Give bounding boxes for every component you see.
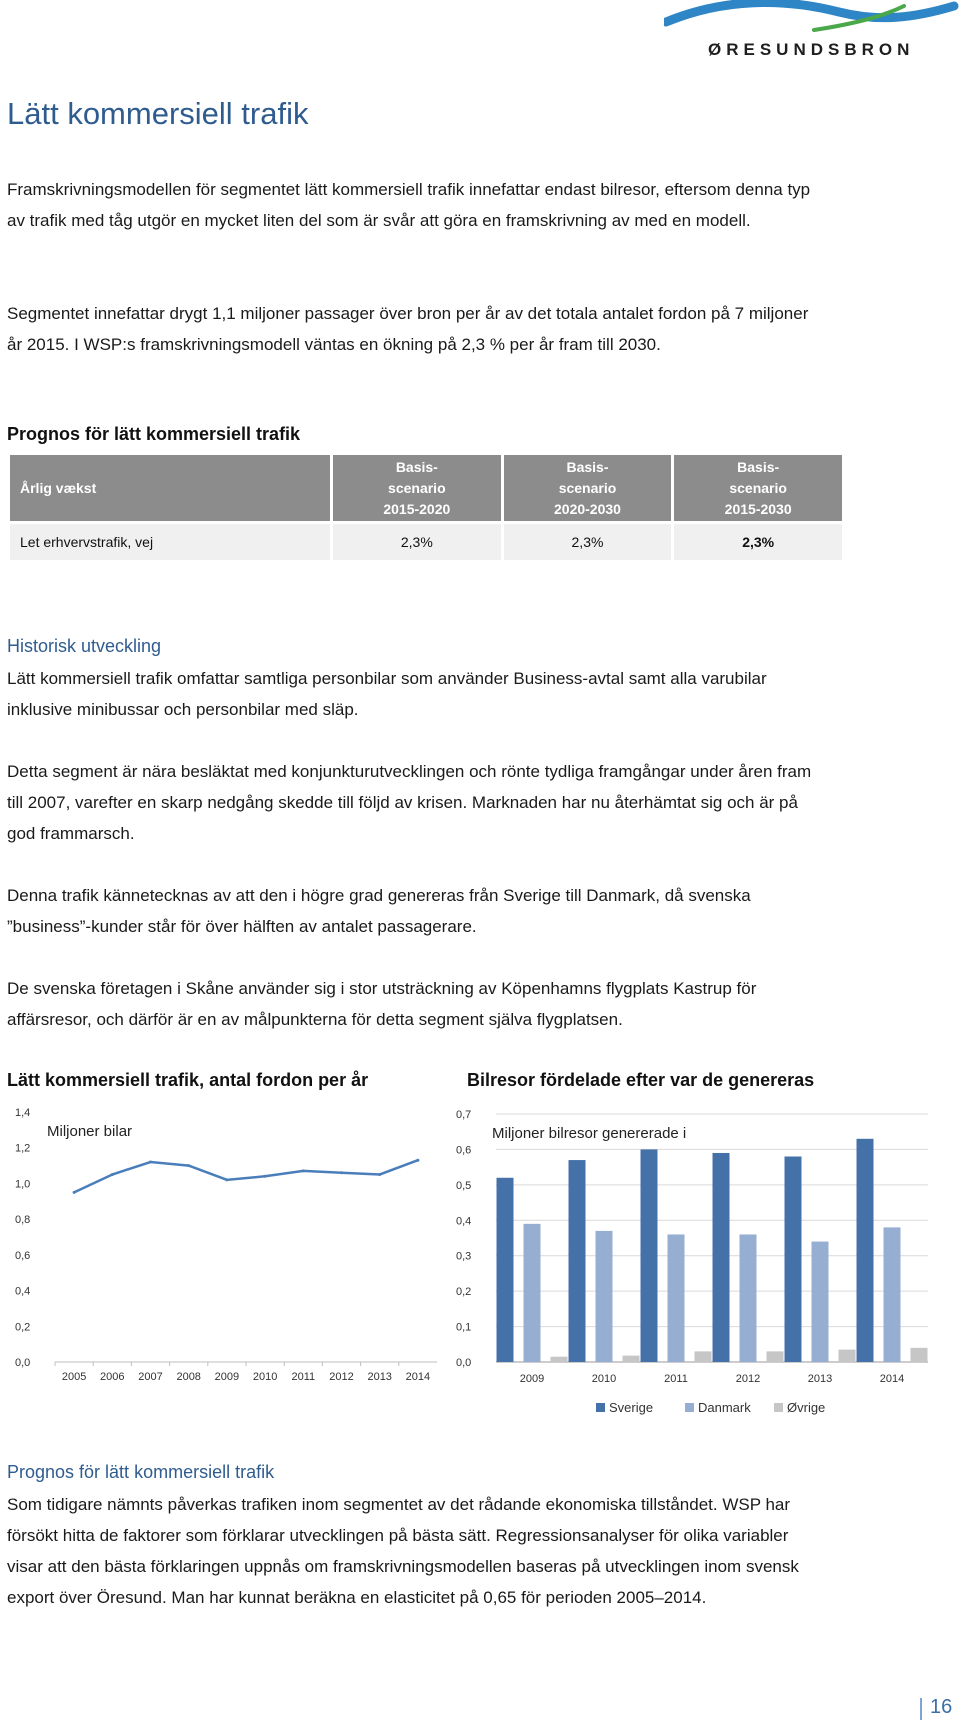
intro-paragraph-1: Framskrivningsmodellen för segmentet lätt kommersiell trafik innefattar endast bilresor, eftersom denna typ av trafik med tåg utgör en mycket liten del som är svår att göra en framskrivning av med en modell. xyxy=(7,180,811,230)
y-tick-label: 0,0 xyxy=(456,1357,472,1369)
table-header-first: Årlig vækst xyxy=(10,455,330,521)
forecast-heading: Prognos för lätt kommersiell trafik xyxy=(7,1462,275,1482)
bar-chart-unit-label: Miljoner bilresor genererade i xyxy=(492,1125,687,1142)
x-tick-label: 2014 xyxy=(879,1373,905,1385)
data-point xyxy=(111,1173,114,1176)
x-tick-label: 2009 xyxy=(214,1371,240,1383)
bar-øvrige xyxy=(623,1356,640,1362)
forecast-table xyxy=(7,452,845,563)
bar-øvrige xyxy=(911,1348,928,1362)
x-tick-label: 2012 xyxy=(329,1371,354,1383)
table-cell: 2,3% xyxy=(333,524,501,560)
bar-sverige xyxy=(857,1139,874,1362)
y-tick-label: 0,6 xyxy=(15,1249,31,1262)
x-tick-label: 2013 xyxy=(807,1373,833,1385)
table-header-col-1: Basis- scenario 2015-2020 xyxy=(333,455,501,521)
history-paragraph-3: Denna trafik kännetecknas av att den i högre grad genereras från Sverige till Danmark, då svenska ”business”-kunder står för över hälften av antalet passagerare. xyxy=(7,886,751,936)
x-tick-label: 2009 xyxy=(519,1373,545,1385)
x-tick-label: 2010 xyxy=(591,1373,617,1385)
x-tick-label: 2010 xyxy=(252,1371,278,1383)
table-row xyxy=(10,524,842,560)
y-tick-label: 0,2 xyxy=(15,1321,31,1334)
forecast-paragraph: Som tidigare nämnts påverkas trafiken inom segmentet av det rådande ekonomiska tillståndet. WSP har försökt hitta de faktorer som förklarar utvecklingen på bästa sätt. Regressionsanalyser för olika variabler visar att den bästa förklaringen uppnås om framskrivningsmodellen baseras på utvecklingen inom svensk export över Öresund. Man har kunnat beräkna en elasticitet på 0,65 för perioden 2005–2014. xyxy=(7,1495,799,1607)
data-point xyxy=(149,1161,152,1164)
legend-swatch xyxy=(685,1403,694,1412)
page-number: 16 xyxy=(930,1696,953,1718)
legend-label: Øvrige xyxy=(787,1400,826,1415)
table-heading: Prognos för lätt kommersiell trafik xyxy=(7,424,301,444)
legend-label: Sverige xyxy=(609,1400,654,1415)
y-tick-label: 0,0 xyxy=(15,1357,31,1369)
series-line xyxy=(74,1160,418,1192)
table-cell: 2,3% xyxy=(504,524,672,560)
legend-swatch xyxy=(774,1403,783,1412)
oresundsbron-logo xyxy=(664,0,960,68)
bar-øvrige xyxy=(695,1351,712,1362)
y-tick-label: 0,4 xyxy=(456,1215,472,1228)
data-point xyxy=(225,1178,228,1181)
bar-danmark xyxy=(812,1242,829,1362)
line-chart xyxy=(7,1100,447,1400)
table-header-col-2: Basis- scenario 2020-2030 xyxy=(504,455,672,521)
bar-sverige xyxy=(785,1157,802,1362)
y-tick-label: 0,3 xyxy=(456,1250,472,1263)
x-tick-label: 2012 xyxy=(735,1373,761,1385)
y-tick-label: 0,6 xyxy=(456,1144,472,1157)
bar-danmark xyxy=(668,1234,685,1362)
bar-danmark xyxy=(740,1234,757,1362)
data-point xyxy=(264,1175,267,1178)
bar-sverige xyxy=(713,1153,730,1362)
history-heading: Historisk utveckling xyxy=(7,636,162,656)
y-tick-label: 0,4 xyxy=(15,1285,31,1298)
bar-chart-title: Bilresor fördelade efter var de genereras xyxy=(467,1070,815,1090)
y-tick-label: 0,5 xyxy=(456,1179,472,1192)
x-tick-label: 2011 xyxy=(291,1371,316,1383)
data-point xyxy=(73,1191,76,1194)
y-tick-label: 0,1 xyxy=(456,1321,472,1334)
history-paragraph-4: De svenska företagen i Skåne använder sig i stor utsträckning av Köpenhamns flygplats Kastrup för affärsresor, och därför är en av målpunkterna för detta segment själva flygplatsen. xyxy=(7,979,757,1029)
bar-øvrige xyxy=(839,1350,856,1362)
history-paragraph-1: Lätt kommersiell trafik omfattar samtliga personbilar som använder Business-avtal samt alla varubilar inklusive minibussar och personbilar med släp. xyxy=(7,669,767,719)
history-paragraph-2: Detta segment är nära besläktat med konjunkturutvecklingen och rönte tydliga framgångar under åren fram till 2007, varefter en skarp nedgång skedde till följd av krisen. Marknaden har nu återhämtat sig och är på god frammarsch. xyxy=(7,762,812,843)
x-tick-label: 2014 xyxy=(405,1371,431,1383)
y-tick-label: 0,8 xyxy=(15,1214,31,1227)
bar-sverige xyxy=(497,1178,514,1362)
x-tick-label: 2008 xyxy=(176,1371,201,1383)
logo-text: ØRESUNDSBRON xyxy=(708,40,915,59)
data-point xyxy=(302,1169,305,1172)
bar-chart xyxy=(448,1100,933,1430)
bar-danmark xyxy=(596,1231,613,1362)
bar-øvrige xyxy=(551,1357,568,1362)
x-tick-label: 2007 xyxy=(138,1371,163,1383)
table-cell: 2,3% xyxy=(674,524,842,560)
x-tick-label: 2011 xyxy=(664,1373,688,1385)
y-tick-label: 0,2 xyxy=(456,1286,472,1299)
bar-danmark xyxy=(884,1227,901,1362)
y-tick-label: 1,0 xyxy=(15,1178,31,1191)
bar-øvrige xyxy=(767,1351,784,1362)
x-tick-label: 2005 xyxy=(61,1371,87,1383)
bar-sverige xyxy=(641,1149,658,1362)
data-point xyxy=(187,1164,190,1167)
legend-swatch xyxy=(596,1403,605,1412)
x-tick-label: 2006 xyxy=(100,1371,125,1383)
data-point xyxy=(340,1171,343,1174)
bar-danmark xyxy=(524,1224,541,1362)
y-tick-label: 0,7 xyxy=(456,1109,472,1121)
table-header-row xyxy=(10,455,842,521)
page-title: Lätt kommersiell trafik xyxy=(7,96,309,131)
page-number-divider xyxy=(920,1698,922,1720)
data-point xyxy=(416,1159,419,1162)
legend-label: Danmark xyxy=(698,1400,751,1415)
table-header-col-3: Basis- scenario 2015-2030 xyxy=(674,455,842,521)
bar-sverige xyxy=(569,1160,586,1362)
intro-paragraph-2: Segmentet innefattar drygt 1,1 miljoner passager över bron per år av det totala antalet fordon på 7 miljoner år 2015. I WSP:s framskrivningsmodell väntas en ökning på 2,3 % per år fram till 2030. xyxy=(7,304,809,354)
table-row-label: Let erhvervstrafik, vej xyxy=(10,524,330,560)
y-tick-label: 1,2 xyxy=(15,1142,31,1155)
line-chart-unit-label: Miljoner bilar xyxy=(47,1123,133,1140)
line-chart-title: Lätt kommersiell trafik, antal fordon per år xyxy=(7,1070,369,1090)
x-tick-label: 2013 xyxy=(367,1371,392,1383)
logo-wave-icon xyxy=(664,0,960,40)
data-point xyxy=(378,1173,381,1176)
y-tick-label: 1,4 xyxy=(15,1107,31,1119)
